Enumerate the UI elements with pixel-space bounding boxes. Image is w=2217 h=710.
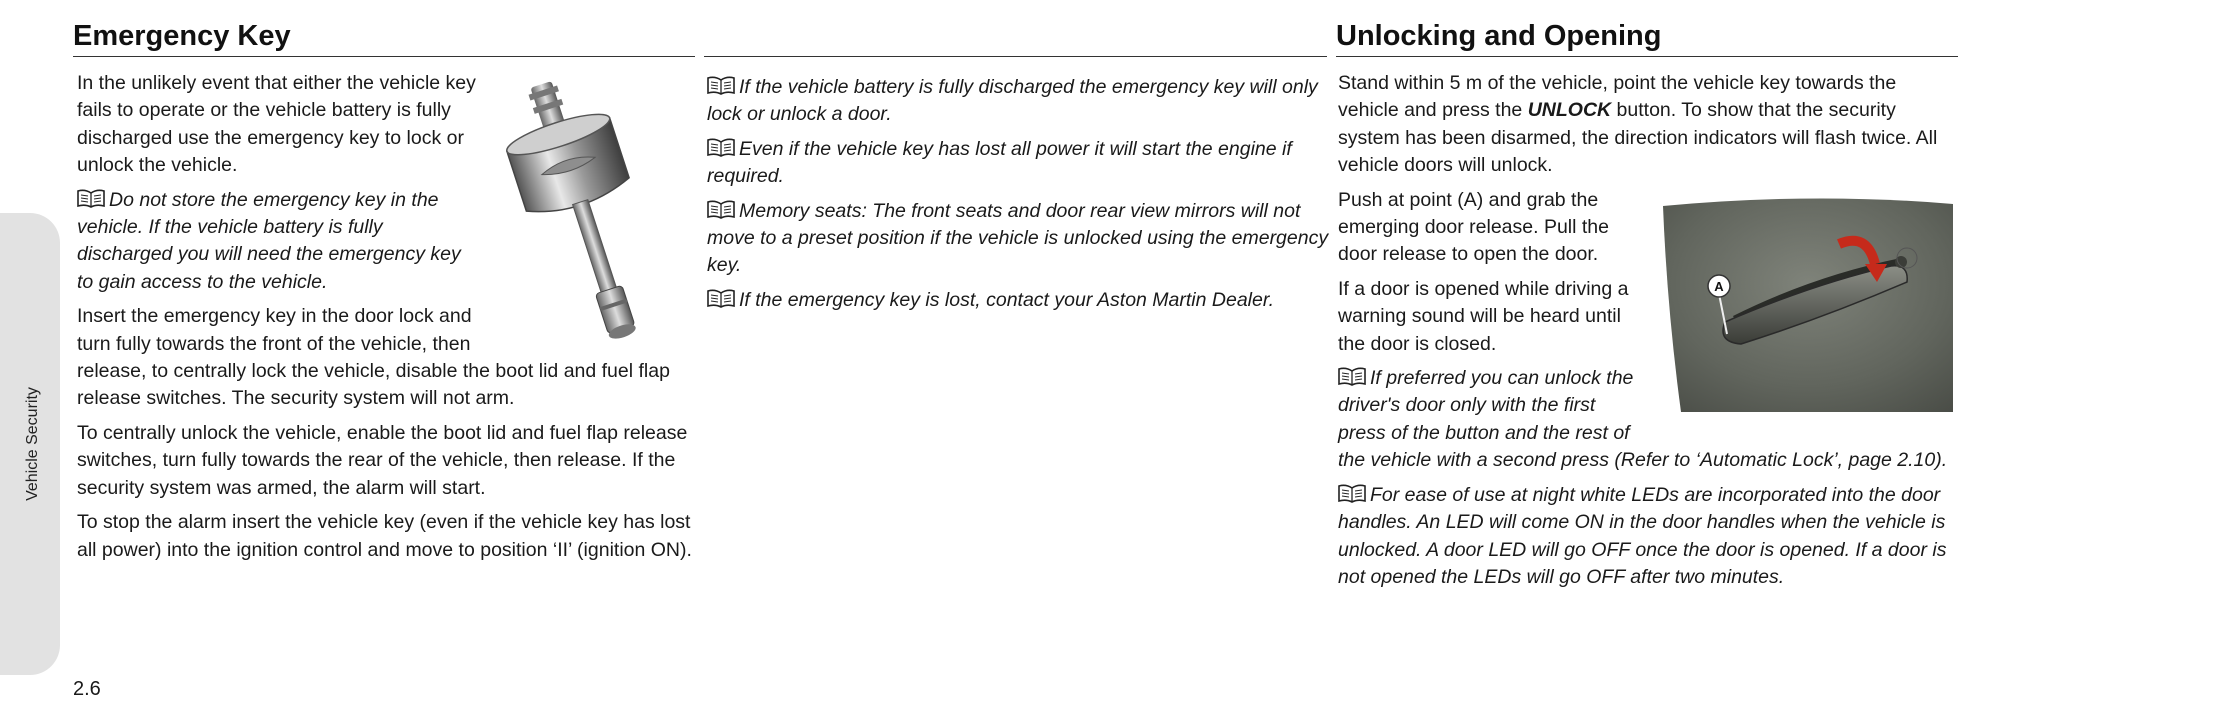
door-image-space bbox=[1640, 187, 1960, 423]
door-warning-paragraph: If a door is opened while driving a warning sound will be heard until the door is closed. bbox=[1338, 277, 1629, 355]
unlock-text-part2: button. To show that the security system has been disarmed, the direction indicators will flash twice. All vehicle doors will unlock. bbox=[1338, 99, 1938, 177]
note-engine-text: Even if the vehicle key has lost all power it will start the engine if required. bbox=[707, 137, 1292, 188]
stop-alarm-paragraph: To stop the alarm insert the vehicle key (even if the vehicle key has lost all power) into the ignition control and move to position ‘II’ (ignition ON). bbox=[77, 511, 692, 561]
note-battery bbox=[707, 74, 1329, 129]
note-battery-text: If the vehicle battery is fully discharged the emergency key will only lock or unlock a door. bbox=[707, 76, 1318, 126]
note-key-lost bbox=[707, 287, 1329, 314]
open-book-icon bbox=[77, 189, 105, 208]
note-memory-seats-text: Memory seats: The front seats and door rear view mirrors will not move to a preset position if the vehicle is unlocked using the emergency key. bbox=[707, 199, 1329, 277]
note-leds-text: For ease of use at night white LEDs are incorporated into the door handles. An LED will come ON in the door handles when the vehicle is unlocked. A door LED will go OFF once the door is opened. If a door is not opened the LEDs will go OFF after two minutes. bbox=[1338, 483, 1947, 588]
note-driver-door-text: If preferred you can unlock the driver's door only with the first press of the button and the rest of the vehicle with a second press (Refer to ‘Automatic Lock’, page 2.10). bbox=[1338, 367, 1948, 472]
middle-notes-column bbox=[707, 74, 1329, 321]
open-book-icon bbox=[1338, 484, 1366, 503]
emergency-key-heading: Emergency Key bbox=[73, 20, 291, 52]
side-tab-label: Vehicle Security bbox=[24, 387, 41, 501]
open-book-icon bbox=[1338, 367, 1366, 386]
note-memory-seats bbox=[707, 198, 1329, 280]
callout-a-label: A bbox=[1714, 279, 1724, 294]
heading-rule-middle bbox=[704, 56, 1327, 57]
unlock-text-part1: Stand within 5 m of the vehicle, point the vehicle key towards the vehicle and press the bbox=[1338, 72, 1897, 122]
heading-rule-left bbox=[73, 56, 695, 57]
central-unlock-paragraph: To centrally unlock the vehicle, enable the boot lid and fuel flap release switches, turn fully towards the rear of the vehicle, then release. If the security system was armed, the alarm will start. bbox=[77, 421, 688, 499]
push-point-a-paragraph: Push at point (A) and grab the emerging door release. Pull the door release to open the door. bbox=[1338, 188, 1609, 266]
open-book-icon bbox=[707, 138, 735, 157]
emergency-key-column bbox=[77, 70, 697, 571]
heading-rule-right bbox=[1336, 56, 1958, 57]
unlock-button-name: UNLOCK bbox=[1527, 99, 1612, 122]
note-key-lost-text: If the emergency key is lost, contact your Aston Martin Dealer. bbox=[739, 288, 1275, 311]
page-number: 2.6 bbox=[73, 678, 101, 700]
note-engine bbox=[707, 136, 1329, 191]
open-book-icon bbox=[707, 76, 735, 95]
unlocking-heading: Unlocking and Opening bbox=[1336, 20, 1662, 52]
unlocking-column bbox=[1338, 70, 1960, 598]
open-book-icon bbox=[707, 200, 735, 219]
emergency-key-intro: In the unlikely event that either the vehicle key fails to operate or the vehicle battery is fully discharged use the emergency key to lock or unlock the vehicle. bbox=[77, 72, 476, 177]
unlock-remote-paragraph bbox=[1338, 70, 1960, 180]
open-book-icon bbox=[707, 289, 735, 308]
note-leds bbox=[1338, 482, 1960, 592]
note-store-key-text: Do not store the emergency key in the vehicle. If the vehicle battery is fully discharged you will need the emergency key to gain access to the vehicle. bbox=[77, 188, 461, 293]
key-image-space bbox=[477, 70, 697, 345]
insert-key-paragraph: Insert the emergency key in the door lock and turn fully towards the front of the vehicle, then release, to centrally lock the vehicle, disable the boot lid and fuel flap release switches. The security system will not arm. bbox=[77, 305, 670, 410]
